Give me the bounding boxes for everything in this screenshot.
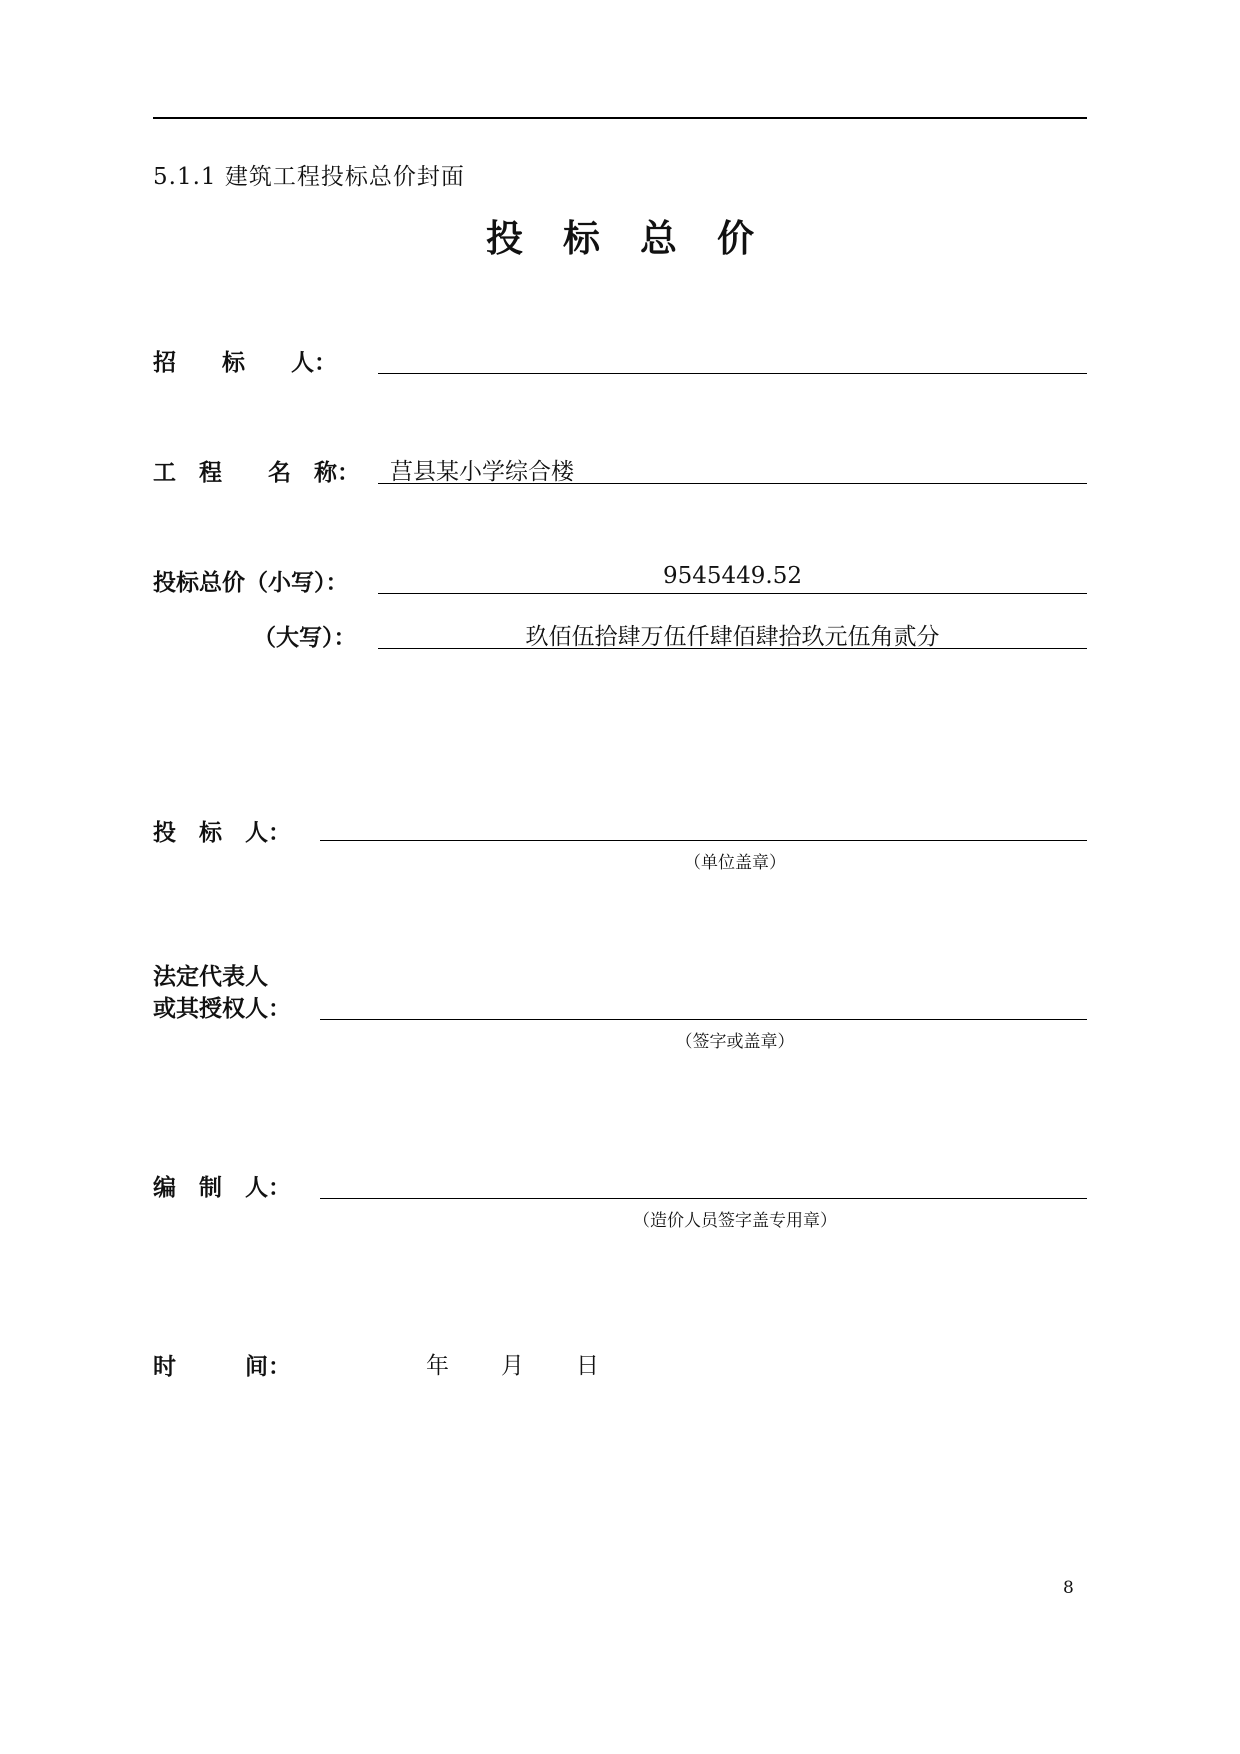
page-title: 投标总价 — [486, 217, 794, 260]
tenderee-line[interactable] — [378, 373, 1087, 374]
legal-rep-note: （签字或盖章） — [675, 1032, 795, 1052]
page-number: 8 — [1063, 1578, 1074, 1598]
total-price-small-line[interactable] — [378, 593, 1087, 594]
total-price-capital-value: 玖佰伍拾肆万伍仟肆佰肆拾玖元伍角贰分 — [525, 624, 940, 650]
compiler-line[interactable] — [320, 1198, 1087, 1199]
project-name-line[interactable] — [378, 483, 1087, 484]
time-label: 时 间： — [153, 1354, 291, 1380]
bidder-note: （单位盖章） — [684, 853, 786, 873]
compiler-note: （造价人员签字盖专用章） — [633, 1211, 837, 1231]
compiler-label: 编 制 人： — [153, 1175, 291, 1201]
total-price-capital-label: （大写）： — [253, 625, 357, 651]
section-heading: 5.1.1 建筑工程投标总价封面 — [153, 164, 465, 190]
month-unit: 月 — [501, 1353, 524, 1379]
project-name-value: 莒县某小学综合楼 — [390, 459, 574, 485]
total-price-small-value: 9545449.52 — [662, 563, 802, 589]
legal-rep-label-line1: 法定代表人 — [153, 964, 268, 990]
project-name-label: 工 程 名 称： — [153, 460, 360, 486]
bidder-line[interactable] — [320, 840, 1087, 841]
top-rule — [153, 117, 1087, 119]
total-price-capital-line[interactable] — [378, 648, 1087, 649]
total-price-small-label: 投标总价（小写）： — [153, 570, 349, 596]
bidder-label: 投 标 人： — [153, 820, 291, 846]
year-unit: 年 — [426, 1353, 449, 1379]
tenderee-label: 招 标 人： — [153, 350, 337, 376]
legal-rep-label-line2: 或其授权人： — [153, 996, 291, 1022]
legal-rep-line[interactable] — [320, 1019, 1087, 1020]
day-unit: 日 — [576, 1353, 599, 1379]
